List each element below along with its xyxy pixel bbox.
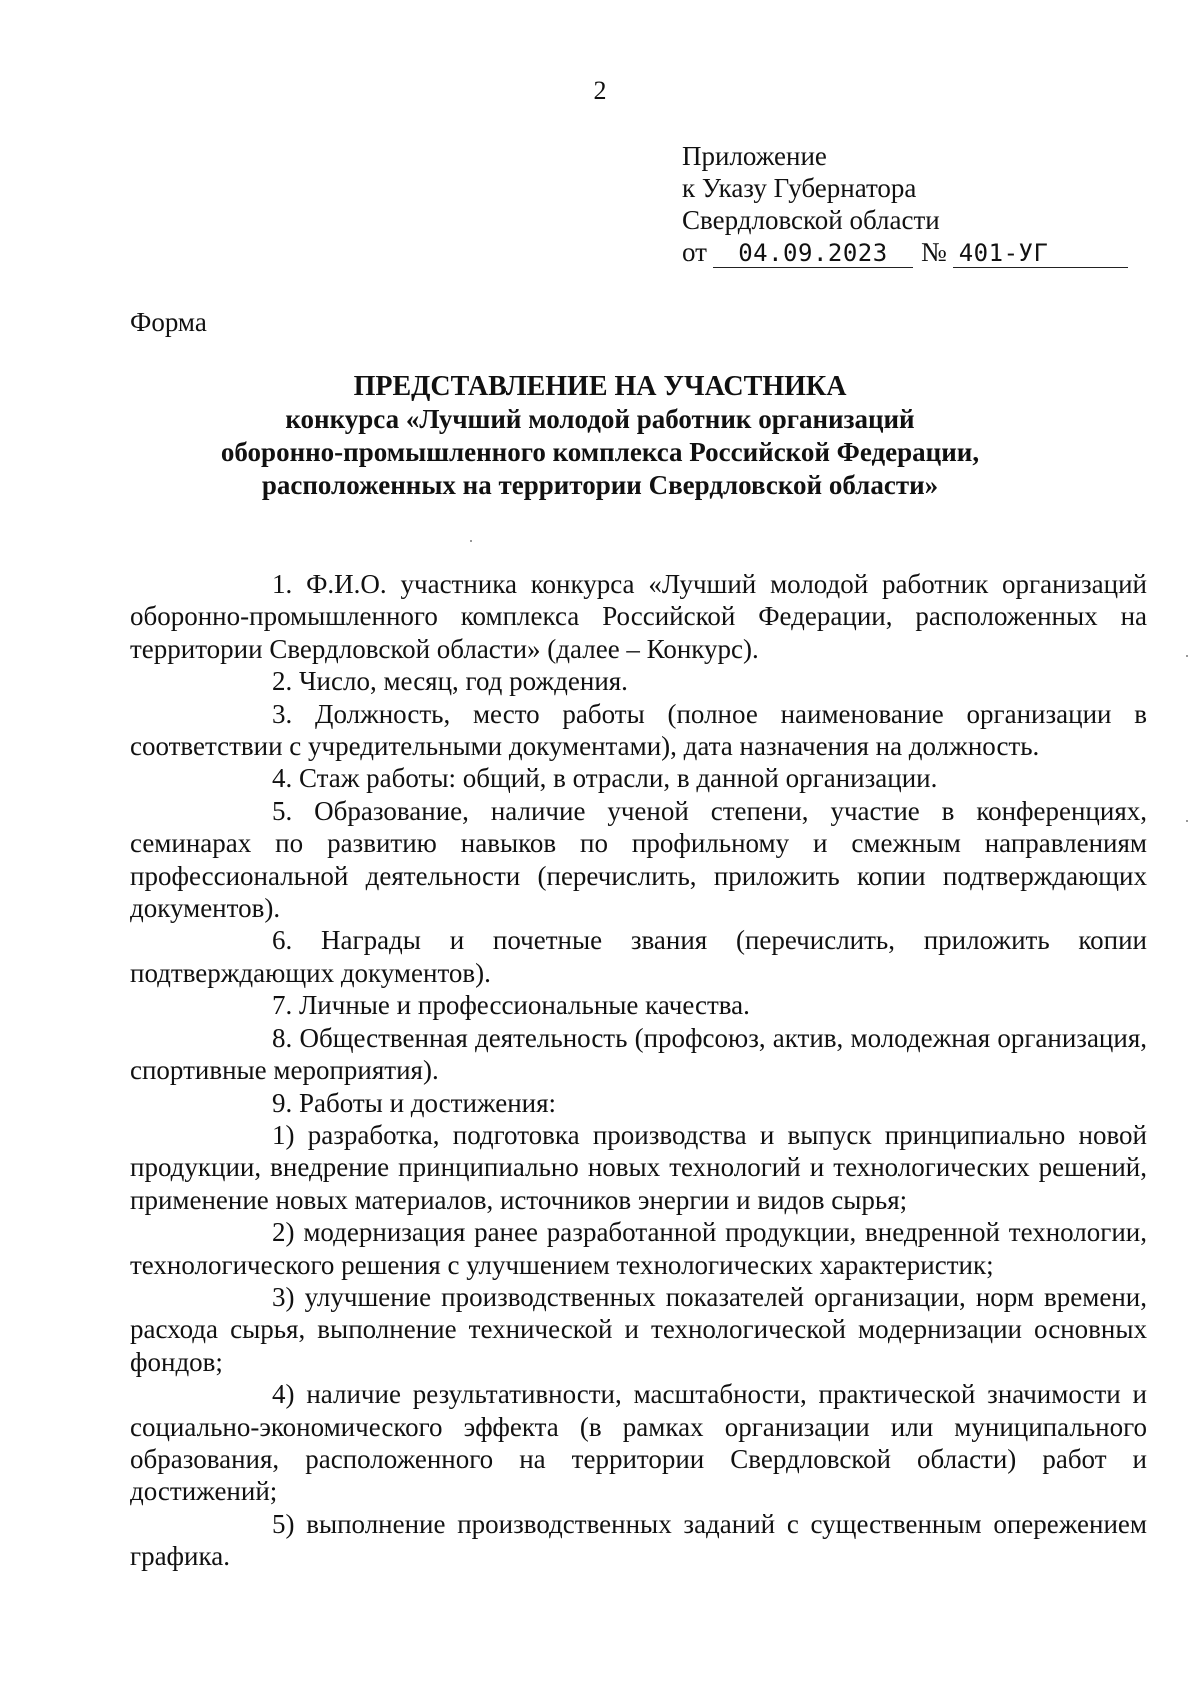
page-number: 2: [593, 76, 607, 105]
sub-list-item: 3) улучшение производственных показателей организации, норм времени, расхода сырья, выполнение технической и технологической модернизации основных фондов;: [130, 1281, 1147, 1377]
list-item: 8. Общественная деятельность (профсоюз, актив, молодежная организация, спортивные мероприятия).: [130, 1022, 1147, 1086]
sub-list-item: 2) модернизация ранее разработанной продукции, внедренной технологии, технологического решения с улучшением технологических характеристик;: [130, 1217, 1148, 1280]
list-item: 4. Стаж работы: общий, в отрасли, в данной организации.: [272, 763, 938, 794]
title-line-2: конкурса «Лучший молодой работник организаций: [285, 404, 915, 434]
appendix-line-2: к Указу Губернатора: [682, 173, 917, 203]
sub-list-item: 1) разработка, подготовка производства и выпуск принципиально новой продукции, внедрение принципиально новых технологий и технологических решений, применение новых материалов, источников энергии и видов сырья;: [130, 1119, 1148, 1215]
appendix-block: [682, 140, 1142, 268]
scan-speck: [1186, 820, 1188, 822]
title-line-3: оборонно-промышленного комплекса Российской Федерации,: [220, 437, 980, 467]
appendix-line-3: Свердловской области: [682, 205, 940, 235]
document-title: [0, 370, 1200, 502]
number-sign: №: [920, 237, 947, 267]
list-item: 3. Должность, место работы (полное наименование организации в соответствии с учредительными документами), дата назначения на должность.: [130, 698, 1147, 762]
list-item: 9. Работы и достижения:: [272, 1087, 557, 1118]
list-item: 6. Награды и почетные звания (перечислить, приложить копии подтверждающих документов).: [130, 925, 1148, 988]
title-line-4: расположенных на территории Свердловской области»: [261, 470, 939, 500]
appendix-line-1: Приложение: [682, 141, 827, 171]
form-items: [130, 568, 1147, 1573]
form-label: Форма: [130, 307, 207, 337]
scan-speck: [470, 540, 472, 542]
list-item: 5. Образование, наличие ученой степени, участие в конференциях, семинарах по развитию навыков по профильному и смежным направлениям профессиональной деятельности (перечислить, приложить копии подтверждающих документов).: [130, 795, 1148, 924]
scan-speck: [1186, 655, 1188, 657]
list-item: 7. Личные и профессиональные качества.: [272, 990, 750, 1021]
list-item: 2. Число, месяц, год рождения.: [272, 666, 628, 697]
title-main: ПРЕДСТАВЛЕНИЕ НА УЧАСТНИКА: [353, 371, 847, 402]
decree-number: 401-УГ: [953, 239, 1128, 268]
sub-list-item: 5) выполнение производственных заданий с существенным опережением графика.: [130, 1508, 1147, 1572]
appendix-date-line: [682, 236, 1142, 268]
decree-date: 04.09.2023: [713, 239, 913, 268]
date-prefix: от: [682, 237, 707, 267]
sub-list-item: 4) наличие результативности, масштабности, практической значимости и социально-экономического эффекта (в рамках организации или муниципального образования, расположенного на территории Свердловской области) работ и достижений;: [130, 1379, 1147, 1507]
list-item: 1. Ф.И.О. участника конкурса «Лучший молодой работник организаций оборонно-промышленного комплекса Российской Федерации, расположенных на территории Свердловской области» (далее – Конкурс).: [130, 569, 1148, 664]
